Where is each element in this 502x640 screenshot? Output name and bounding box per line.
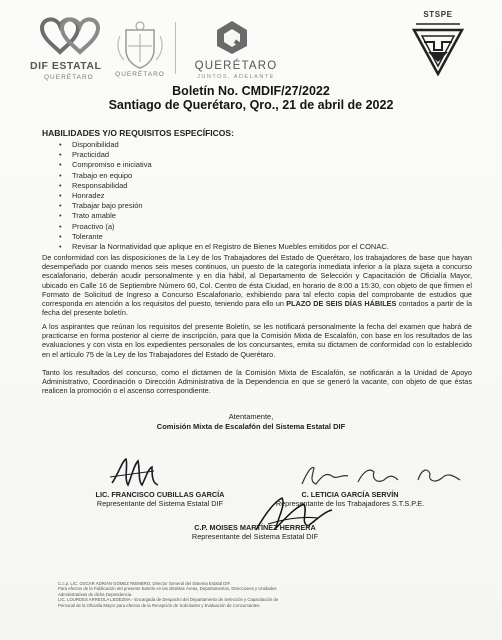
paragraph-conformity-end: contados a partir de la fecha del presente boletín. (42, 299, 473, 318)
cc-line: C.c.p. LIC. OSCAR ADRIÁN GÓMEZ RIEMBRO, Director General del Sistema Estatal DIF. (58, 581, 231, 586)
signature-right-mark (298, 462, 468, 490)
closing-salutation: Atentamente, (228, 412, 274, 421)
requirement-item: • Disponibilidad (68, 140, 389, 150)
signatory-left-role: Representante del Sistema Estatal DIF (96, 499, 224, 508)
cc-line: Personal de la Oficialía Mayor para efectos de la Recepción de Solicitudes y Evaluación de Concursantes. (58, 602, 261, 608)
signature-left-mark (108, 455, 168, 491)
signatory-left (70, 490, 250, 508)
closing (0, 412, 502, 431)
state-seal-sub: QUERÉTARO (115, 71, 165, 78)
carbon-copy-notes (58, 581, 388, 608)
deadline-emphasis: PLAZO DE SEIS DÍAS HÁBILES (286, 299, 397, 309)
signatory-center (150, 523, 360, 541)
queretaro-q-icon (212, 18, 252, 56)
requirement-item: • Responsabilidad (68, 181, 389, 191)
bulletin-place-date: Santiago de Querétaro, Qro., 21 de abril de 2022 (108, 98, 394, 112)
signatory-center-name: C.P. MOISES MARTÍNEZ HERRERA (194, 523, 316, 532)
paragraph-applicants: A los aspirantes que reúnan los requisitos del presente Boletín, se les notificará personalmente la fecha del examen que habrá de practicarse en forma posterior al cierre de inscripción, para que la Comisión Mixta de Escalafón, con base en los resultados de las evaluaciones y con vista en los expedientes personales de los concursantes, emita su dictamen de conformidad con lo establecido en el artículo 75 de la Ley de los Trabajadores del Estado de Querétaro. (42, 322, 472, 359)
requirement-item: • Practicidad (68, 150, 389, 160)
dif-logo (30, 14, 110, 84)
signatory-center-role: Representante del Sistema Estatal DIF (191, 532, 319, 541)
requirement-item: • Compromiso e iniciativa (68, 160, 389, 170)
paragraph-results: Tanto los resultados del concurso, como el dictamen de la Comisión Mixta de Escalafón, se notificarán a la Unidad de Apoyo Administrativo, Coordinación o Dirección Administrativa de la Dependencia en que se generó la vacante, con objeto de que éstas realicen la promoción o el ascenso correspondiente. (42, 368, 472, 396)
requirement-item: • Honradez (68, 191, 389, 201)
dif-logo-name: DIF ESTATAL (30, 60, 102, 72)
dif-logo-sub: QUERÉTARO (44, 74, 94, 81)
signatory-right (250, 490, 450, 508)
requirement-item: • Trabajar bajo presión (68, 201, 389, 211)
cc-line: Administrativas de dicha Dependencia. (58, 591, 133, 597)
stspe-union-icon (410, 20, 466, 76)
state-seal-logo (112, 20, 168, 84)
requirement-item: • Trato amable (68, 211, 389, 221)
requirement-item: • Proactivo (a) (68, 222, 389, 232)
dif-hearts-icon (36, 14, 104, 56)
requirement-item: • Trabajo en equipo (68, 171, 389, 181)
requirement-item: • Revisar la Normatividad que aplique en el Registro de Bienes Muebles emitidos por el CONAC. (68, 242, 389, 252)
paragraph-conformity (42, 253, 472, 317)
requirements-list (68, 140, 389, 252)
requirement-item: • Tolerante (68, 232, 389, 242)
queretaro-logo-sub: JUNTOS, ADELANTE (197, 74, 275, 80)
bulletin-title (0, 84, 502, 112)
cc-line: Para efectos de la Publicación del presente Boletín en las distintas Áreas, Departamentos, Direcciones y Unidades (58, 586, 277, 592)
stspe-logo (408, 10, 468, 80)
coat-of-arms-icon (112, 20, 168, 70)
closing-commission: Comisión Mixta de Escalafón del Sistema Estatal DIF (156, 421, 346, 431)
signatory-right-name: C. LETICIA GARCÍA SERVÍN (301, 490, 399, 499)
cc-line: LIC. LOURDES ARREOLA LEDEZMA.- Encargada de Despacho del Departamento de Selección y Capacitación de (58, 597, 279, 603)
header-divider (175, 22, 176, 74)
queretaro-logo (186, 18, 286, 84)
requirements-heading: HABILIDADES Y/O REQUISITOS ESPECÍFICOS: (42, 128, 234, 138)
signatory-left-name: LIC. FRANCISCO CUBILLAS GARCÍA (95, 490, 225, 499)
queretaro-logo-name: QUERÉTARO (194, 60, 278, 72)
bulletin-number: Boletín No. CMDIF/27/2022 (172, 84, 330, 98)
paragraph-conformity-text: De conformidad con las disposiciones de la Ley de los Trabajadores del Estado de Querétaro, los trabajadores de base que hayan desempeñado por cuando menos seis meses continuos, un puesto de la categoría inmediata inferior a la plaza sujeta a concurso escalafonario, deberán acudir personalmente y en día hábil, al Departamento de Selección y Capacitación de Oficialía Mayor, ubicado en Calle 16 de Septiembre Número 60, Col. Centro de ésta Ciudad, en horario de 8:00 a 15:30, con objeto de que firmen el Formato de Solicitud de Ingreso a Concurso Escalafonario, exhibiendo para tal efecto copia del comprobante de estudios que corresponda en atención a los requisitos del puesto, teniendo para ello un (42, 253, 472, 309)
signatory-right-role: Representante de los Trabajadores S.T.S.P.E. (275, 499, 425, 508)
stspe-logo-name: STSPE (423, 10, 453, 19)
